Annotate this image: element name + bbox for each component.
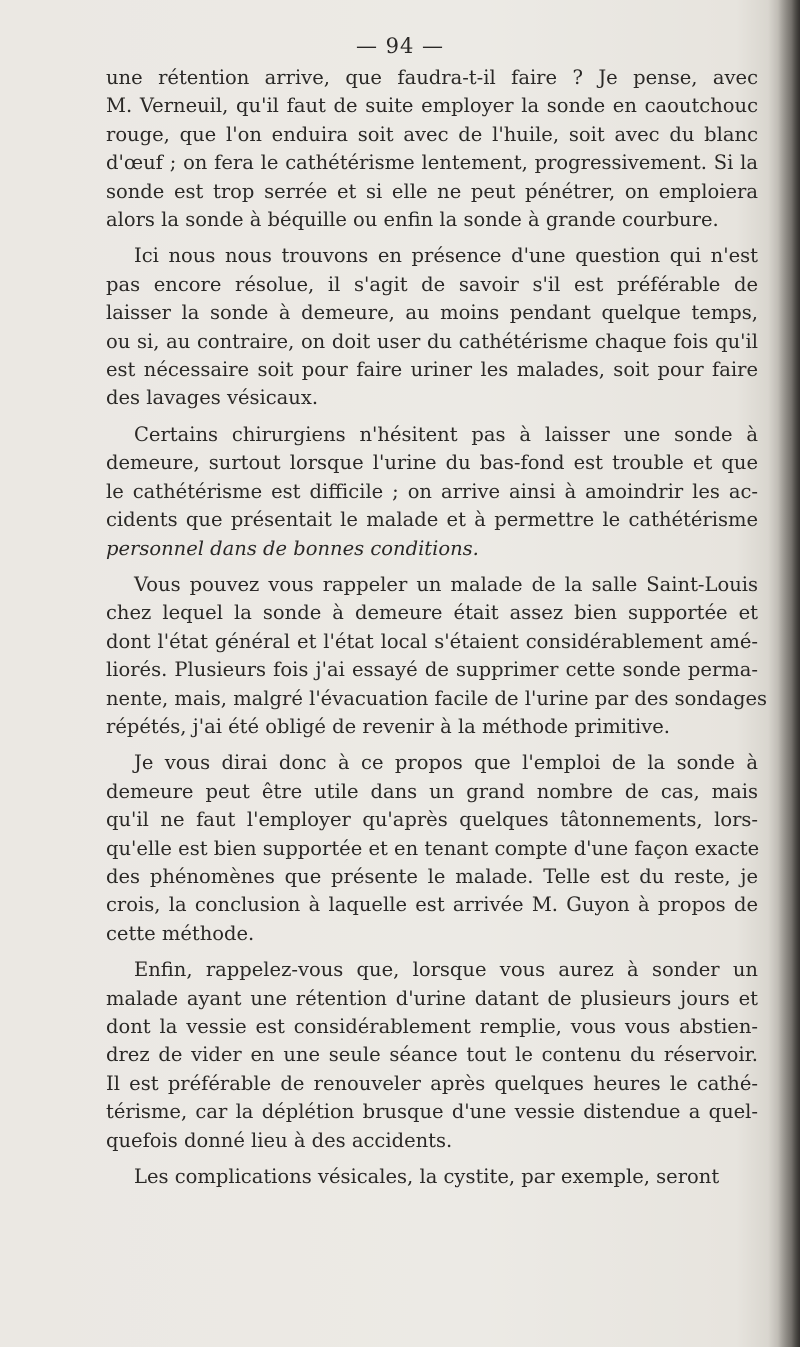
paragraph <box>106 64 758 234</box>
text-line: dont l'état général et l'état local s'étaient considérablement amé- <box>106 629 758 653</box>
text-line: cette méthode. <box>106 921 255 945</box>
text-line: est nécessaire soit pour faire uriner les malades, soit pour faire <box>106 358 758 382</box>
page-edge-shadow <box>778 0 800 1347</box>
paragraph <box>106 242 758 412</box>
text-line <box>106 535 758 563</box>
text-line: chez lequel la sonde à demeure était assez bien supportée et <box>106 601 758 625</box>
text-line: malade ayant une rétention d'urine datant de plusieurs jours et <box>106 986 758 1010</box>
paragraph <box>106 1163 758 1191</box>
text-line: drez de vider en une seule séance tout le contenu du réservoir. <box>106 1043 758 1067</box>
text-line: Les complications vésicales, la cystite, par exemple, seront <box>134 1165 720 1189</box>
text-line: laisser la sonde à demeure, au moins pendant quelque temps, <box>106 301 758 325</box>
text-line: alors la sonde à béquille ou enfin la sonde à grande courbure. <box>106 208 719 232</box>
text-line: demeure peut être utile dans un grand nombre de cas, mais <box>106 779 758 803</box>
text-line: des lavages vésicaux. <box>106 386 319 410</box>
text-line: térisme, car la déplétion brusque d'une vessie distendue a quel- <box>106 1100 758 1124</box>
text-line: Il est préférable de renouveler après quelques heures le cathé- <box>106 1071 758 1095</box>
text-line: M. Verneuil, qu'il faut de suite employer la sonde en caoutchouc <box>106 94 758 118</box>
text-line: Je vous dirai donc à ce propos que l'emploi de la sonde à <box>134 751 758 775</box>
text-line: demeure, surtout lorsque l'urine du bas-fond est trouble et que <box>106 451 758 475</box>
text-line: Vous pouvez vous rappeler un malade de la salle Saint-Louis <box>134 572 758 596</box>
paragraph <box>106 749 758 948</box>
text-line: nente, mais, malgré l'évacuation facile de l'urine par des sondages <box>106 686 768 710</box>
text-line: qu'elle est bien supportée et en tenant compte d'une façon exacte <box>106 836 760 860</box>
paragraph <box>106 421 758 563</box>
text-line: une rétention arrive, que faudra-t-il faire ? Je pense, avec <box>106 66 758 89</box>
page-number: — 94 — <box>355 34 445 58</box>
paragraph <box>106 956 758 1155</box>
paragraph <box>106 571 768 741</box>
text-line: rouge, que l'on enduira soit avec de l'huile, soit avec du blanc <box>106 122 758 146</box>
italic-word: personnel dans de bonnes conditions. <box>106 536 479 560</box>
text-line: Certains chirurgiens n'hésitent pas à laisser une sonde à <box>134 422 758 446</box>
text-line: des phénomènes que présente le malade. Telle est du reste, je <box>106 864 758 888</box>
body-text <box>106 64 768 1199</box>
text-line: sonde est trop serrée et si elle ne peut pénétrer, on emploiera <box>106 179 758 203</box>
text-line: qu'il ne faut l'employer qu'après quelques tâtonnements, lors- <box>106 808 758 832</box>
text-line: Ici nous nous trouvons en présence d'une question qui n'est <box>134 244 758 268</box>
text-line: Enfin, rappelez-vous que, lorsque vous aurez à sonder un <box>134 958 758 982</box>
text-line: dont la vessie est considérablement remplie, vous vous abstien- <box>106 1015 758 1038</box>
text-line: pas encore résolue, il s'agit de savoir s'il est préférable de <box>106 272 758 296</box>
text-line: d'œuf ; on fera le cathétérisme lentement, progressivement. Si la <box>106 151 758 175</box>
text-line: liorés. Plusieurs fois j'ai essayé de supprimer cette sonde perma- <box>106 658 758 682</box>
text-line: répétés, j'ai été obligé de revenir à la méthode primitive. <box>106 714 670 738</box>
text-line: quefois donné lieu à des accidents. <box>106 1128 453 1152</box>
text-line: le cathétérisme est difficile ; on arrive ainsi à amoindrir les ac- <box>106 479 758 503</box>
text-line: crois, la conclusion à laquelle est arrivée M. Guyon à propos de <box>106 893 758 917</box>
text-line: cidents que présentait le malade et à permettre le cathétérisme <box>106 508 758 532</box>
text-line: ou si, au contraire, on doit user du cathétérisme chaque fois qu'il <box>106 329 758 353</box>
